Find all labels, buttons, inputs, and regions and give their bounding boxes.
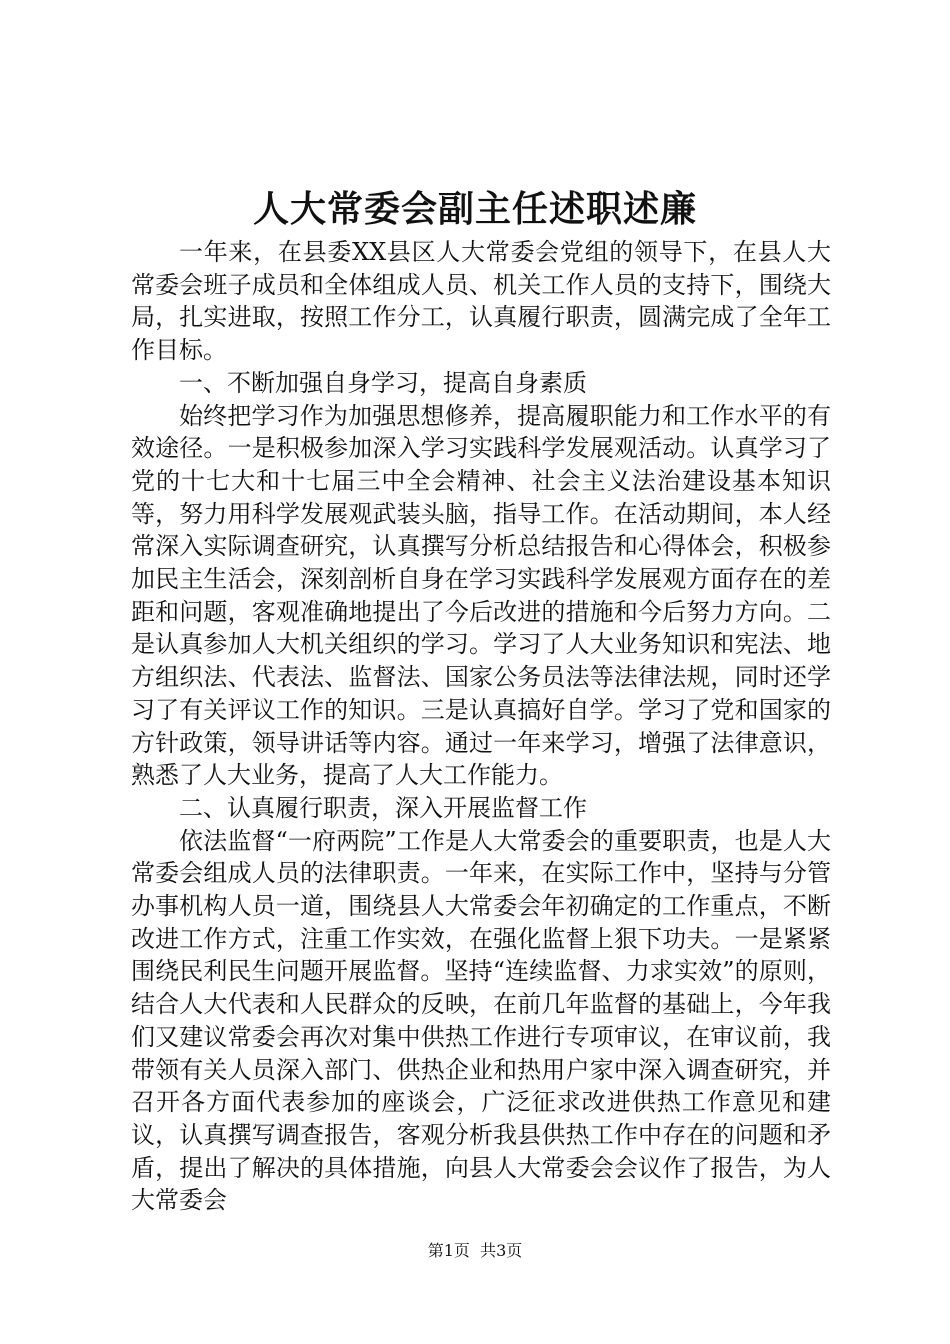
section-2-paragraph: 依法监督“一府两院”工作是人大常委会的重要职责，也是人大常委会组成人员的法律职责。一年来，在实际工作中，坚持与分管办事机构人员一道，围绕县人大常委会年初确定的工作重点，不断改进工作方式，注重工作实效，在强化监督上狠下功夫。一是紧紧围绕民利民生问题开展监督。坚持“连续监督、力求实效”的原则，结合人大代表和人民群众的反映，在前几年监督的基础上，今年我们又建议常委会再次对集中供热工作进行专项审议，在审议前，我带领有关人员深入部门、供热企业和热用户家中深入调查研究，并召开各方面代表参加的座谈会，广泛征求改进供热工作意见和建议，认真撰写调查报告，客观分析我县供热工作中存在的问题和矛盾，提出了解决的具体措施，向县人大常委会会议作了报告，为人大常委会 <box>131 826 831 1215</box>
page-total: 共3页 <box>480 1241 523 1260</box>
page-number: 第1页 <box>427 1241 470 1260</box>
document-body <box>131 236 831 1217</box>
section-heading-1: 一、不断加强自身学习，提高自身素质 <box>179 368 587 397</box>
document-title: 人大常委会副主任述职述廉 <box>252 188 697 230</box>
section-heading-2: 二、认真履行职责，深入开展监督工作 <box>179 793 587 822</box>
page-footer <box>0 1240 950 1262</box>
intro-paragraph: 一年来，在县委XX县区人大常委会党组的领导下，在县人大常委会班子成员和全体组成人员、机关工作人员的支持下，围绕大局，扎实进取，按照工作分工，认真履行职责，圆满完成了全年工作目标。 <box>131 238 831 365</box>
section-1-paragraph: 始终把学习作为加强思想修养，提高履职能力和工作水平的有效途径。一是积极参加深入学习实践科学发展观活动。认真学习了党的十七大和十七届三中全会精神、社会主义法治建设基本知识等，努力用科学发展观武装头脑，指导工作。在活动期间，本人经常深入实际调查研究，认真撰写分析总结报告和心得体会，积极参加民主生活会，深刻剖析自身在学习实践科学发展观方面存在的差距和问题，客观准确地提出了今后改进的措施和今后努力方向。二是认真参加人大机关组织的学习。学习了人大业务知识和宪法、地方组织法、代表法、监督法、国家公务员法等法律法规，同时还学习了有关评议工作的知识。三是认真搞好自学。学习了党和国家的方针政策，领导讲话等内容。通过一年来学习，增强了法律意识，熟悉了人大业务，提高了人大工作能力。 <box>131 401 831 790</box>
